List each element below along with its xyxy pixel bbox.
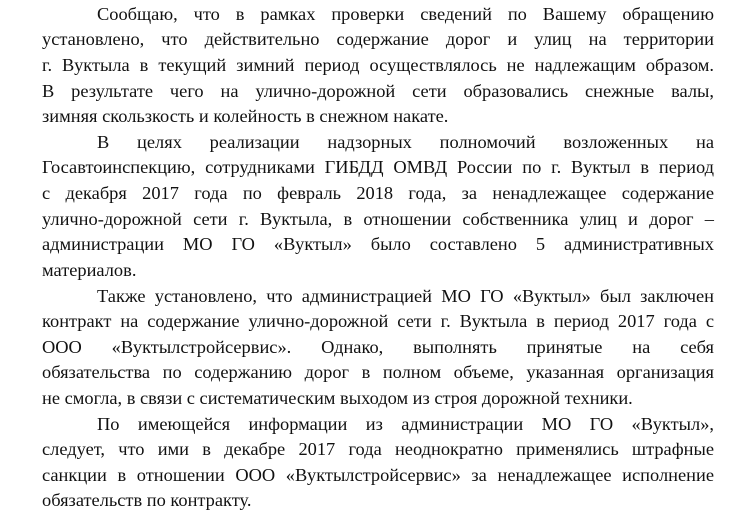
text-line: Также установлено, что администрацией МО ГО «Вуктыл» был заключен <box>97 286 714 306</box>
text-line: В результате чего на улично-дорожной сети образовались снежные валы, <box>42 81 714 101</box>
text-line: санкции в отношении ООО «Вуктылстройсервис» за ненадлежащее исполнение <box>42 465 714 485</box>
text-line: не смогла, в связи с систематическим выходом из строя дорожной техники. <box>42 388 633 408</box>
text-line: Сообщаю, что в рамках проверки сведений по Вашему обращению <box>97 4 714 24</box>
text-line: улично-дорожной сети г. Вуктыла, в отношении собственника улиц и дорог – <box>42 209 714 229</box>
text-line: обязательств по контракту. <box>42 490 252 510</box>
text-line: зимняя скользкость и колейность в снежном накате. <box>42 106 449 126</box>
text-line: материалов. <box>42 260 137 280</box>
text-line: Госавтоинспекцию, сотрудниками ГИБДД ОМВД России по г. Вуктыл в период <box>42 157 714 177</box>
text-line: администрации МО ГО «Вуктыл» было составлено 5 административных <box>42 234 714 254</box>
text-line: установлено, что действительно содержание дорог и улиц на территории <box>42 29 714 49</box>
text-line: следует, что ими в декабре 2017 года неоднократно применялись штрафные <box>42 439 714 459</box>
text-line: г. Вуктыла в текущий зимний период осуществлялось не надлежащим образом. <box>42 55 714 75</box>
text-line: с декабря 2017 года по февраль 2018 года, за ненадлежащее содержание <box>42 183 714 203</box>
text-line: В целях реализации надзорных полномочий возложенных на <box>97 132 714 152</box>
text-line: ООО «Вуктылстройсервис». Однако, выполнять принятые на себя <box>42 337 714 357</box>
text-line: обязательства по содержанию дорог в полном объеме, указанная организация <box>42 362 714 382</box>
text-line: контракт на содержание улично-дорожной сети г. Вуктыла в период 2017 года с <box>42 311 714 331</box>
text-line: По имеющейся информации из администрации МО ГО «Вуктыл», <box>97 414 714 434</box>
